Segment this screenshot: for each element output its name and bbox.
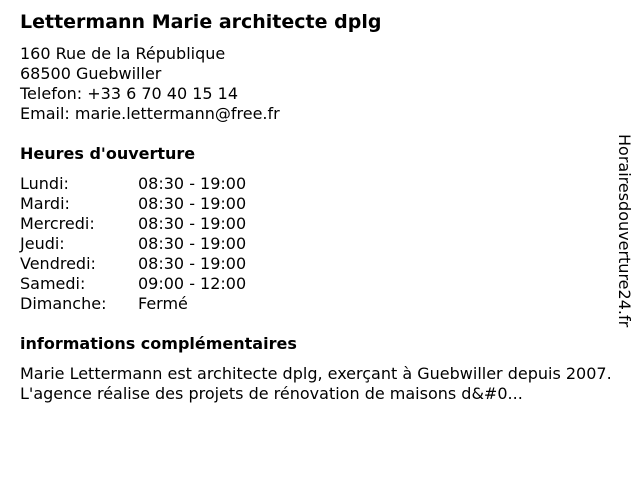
phone-line: Telefon: +33 6 70 40 15 14 <box>20 84 239 103</box>
hours-table <box>20 174 246 314</box>
hours-heading: Heures d'ouverture <box>20 144 196 163</box>
hours-day: Jeudi: <box>20 234 65 253</box>
hours-row-samedi <box>20 274 246 294</box>
contact-block <box>20 44 280 124</box>
hours-day: Vendredi: <box>20 254 96 273</box>
hours-row-mardi <box>20 194 246 214</box>
email-line: Email: marie.lettermann@free.fr <box>20 104 280 123</box>
hours-day: Lundi: <box>20 174 69 193</box>
business-name: Lettermann Marie architecte dplg <box>20 11 382 33</box>
hours-row-vendredi <box>20 254 246 274</box>
hours-time: 08:30 - 19:00 <box>138 174 247 193</box>
hours-time: 09:00 - 12:00 <box>138 274 247 293</box>
info-heading: informations complémentaires <box>20 334 297 353</box>
hours-day: Dimanche: <box>20 294 107 313</box>
address-line-2: 68500 Guebwiller <box>20 64 162 83</box>
hours-row-dimanche <box>20 294 246 314</box>
site-watermark: Horairesdouverture24.fr <box>615 134 634 328</box>
address-line-1: 160 Rue de la République <box>20 44 226 63</box>
hours-time: 08:30 - 19:00 <box>138 214 247 233</box>
hours-time: 08:30 - 19:00 <box>138 234 247 253</box>
hours-day: Samedi: <box>20 274 86 293</box>
hours-row-jeudi <box>20 234 246 254</box>
hours-row-mercredi <box>20 214 246 234</box>
hours-day: Mardi: <box>20 194 70 213</box>
hours-time: 08:30 - 19:00 <box>138 194 247 213</box>
hours-time: 08:30 - 19:00 <box>138 254 247 273</box>
info-description: Marie Lettermann est architecte dplg, exerçant à Guebwiller depuis 2007. L'agence réalise des projets de rénovation de maisons d&#0... <box>20 364 612 403</box>
hours-row-lundi <box>20 174 246 194</box>
hours-time: Fermé <box>138 294 188 313</box>
hours-day: Mercredi: <box>20 214 95 233</box>
